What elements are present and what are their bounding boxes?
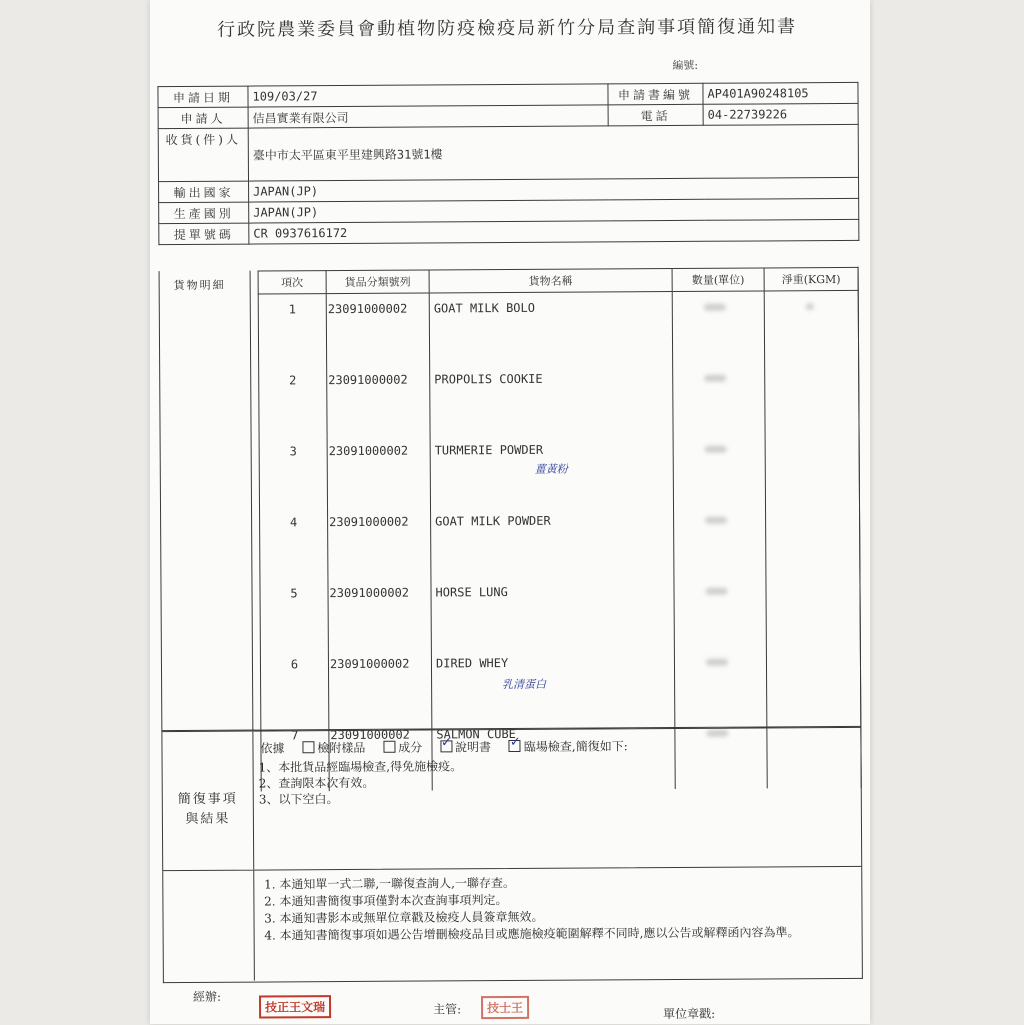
- item-name-cell: [430, 434, 673, 506]
- application-date: 109/03/27: [248, 84, 608, 107]
- item-name-cell: [431, 647, 674, 719]
- row-bill-no: [159, 219, 859, 244]
- item-name: HORSE LUNG: [431, 576, 674, 648]
- item-weight-empty: [766, 575, 860, 647]
- item-no: 7: [261, 720, 329, 791]
- row-consignee: [158, 124, 858, 181]
- reply-divider: [252, 732, 254, 870]
- note-item: 1. 本通知單一式二聯,一聯復查詢人,一聯存查。: [279, 873, 869, 894]
- goods-divider: [250, 271, 254, 731]
- basis-line: [260, 737, 627, 756]
- goods-section-label: 貨物明細: [173, 278, 226, 293]
- col-header-net-weight: 淨重(KGM): [764, 267, 858, 291]
- goods-section: [159, 267, 862, 743]
- item-name: SALMON CUBE: [432, 718, 675, 790]
- phone-label: 電話: [608, 104, 703, 126]
- phone: 04-22739226: [703, 103, 858, 125]
- table-row: [258, 290, 858, 365]
- option-ingredients-label: 成分: [398, 740, 423, 755]
- item-no: 6: [260, 649, 328, 720]
- item-code: 23091000002: [328, 648, 431, 720]
- item-no: 1: [258, 294, 326, 366]
- consignee-label: 收貨(件)人: [158, 128, 248, 182]
- application-date-label: 申請日期: [158, 86, 248, 108]
- reply-line: 2、查詢限本次有效。: [258, 775, 375, 791]
- item-code: 23091000002: [327, 364, 430, 436]
- notes-section: [162, 867, 863, 983]
- option-manual-label: 說明書: [454, 740, 492, 755]
- export-country-label: 輸出國家: [159, 181, 249, 203]
- reply-line: 3、以下空白。: [258, 792, 339, 807]
- item-no: 3: [259, 436, 327, 507]
- header-table: [157, 82, 859, 245]
- item-weight-empty: [766, 646, 860, 718]
- handler-label: 經辦:: [192, 989, 222, 1004]
- item-weight-empty: [765, 433, 859, 505]
- item-name: PROPOLIS COOKIE: [430, 363, 673, 435]
- notice-form: [157, 4, 863, 1022]
- bill-no-label: 提單號碼: [159, 223, 249, 245]
- reply-line: 1、本批貨品經臨場檢查,得免施檢疫。: [258, 759, 463, 775]
- col-header-item: 項次: [258, 271, 326, 294]
- notes-list: [259, 873, 869, 945]
- item-code: 23091000002: [328, 506, 431, 578]
- reply-lines: [259, 758, 463, 807]
- item-quantity-redacted: [674, 504, 766, 576]
- item-code: 23091000002: [329, 719, 432, 791]
- note-item: 2. 本通知書簡復事項僅對本次查詢事項判定。: [279, 890, 869, 911]
- unit-seal-label: 單位章戳:: [663, 1006, 716, 1022]
- goods-table: [258, 267, 862, 792]
- option-onsite-label: 臨場檢查,簡復如下:: [523, 739, 628, 754]
- item-code: 23091000002: [326, 293, 429, 365]
- supervisor-stamp: 技士王: [481, 996, 529, 1019]
- item-code: 23091000002: [328, 577, 431, 649]
- item-no: 5: [260, 578, 328, 649]
- checkbox-sample: [302, 741, 314, 753]
- origin-country: JAPAN(JP): [249, 198, 859, 223]
- col-header-quantity: 數量(單位): [672, 268, 764, 292]
- option-sample-label: 檢附樣品: [317, 740, 366, 756]
- checkbox-onsite: [509, 740, 521, 752]
- item-weight-empty: [765, 362, 859, 434]
- item-quantity-redacted: [674, 646, 766, 718]
- signature-footer: [163, 984, 863, 1022]
- note-item: 4. 本通知書簡復事項如遇公告增刪檢疫品目或應施檢疫範圍解釋不同時,應以公告或解釋函內容為準。: [280, 924, 870, 945]
- serial-number-label: 編號:: [672, 58, 699, 73]
- basis-label: 依據: [260, 741, 285, 756]
- table-row: [259, 433, 859, 508]
- notes-divider: [253, 871, 255, 981]
- item-code: 23091000002: [327, 435, 430, 507]
- reply-section: [161, 727, 862, 871]
- checkbox-ingredients: [383, 741, 395, 753]
- document-title: 行政院農業委員會動植物防疫檢疫局新竹分局查詢事項簡復通知書: [217, 16, 798, 41]
- handwritten-note: 乳清蛋白: [502, 677, 547, 692]
- supervisor-label: 主管:: [433, 1002, 462, 1017]
- item-name: TURMERIE POWDER: [434, 442, 544, 458]
- item-no: 4: [260, 507, 328, 578]
- bill-no: CR 0937616172: [249, 219, 859, 244]
- item-quantity-redacted: [674, 575, 766, 647]
- item-quantity-redacted: [673, 362, 765, 434]
- checkbox-manual: [440, 740, 452, 752]
- item-quantity-redacted: [672, 291, 764, 363]
- table-row: [260, 504, 860, 579]
- handler-stamp: 技正王文瑞: [259, 995, 331, 1018]
- applicant-label: 申請人: [158, 107, 248, 129]
- item-name: DIRED WHEY: [435, 656, 509, 671]
- origin-country-label: 生產國別: [159, 202, 249, 224]
- table-row: [260, 646, 860, 721]
- handwritten-note: 薑黃粉: [534, 462, 568, 476]
- item-name: GOAT MILK POWDER: [431, 505, 674, 577]
- table-row: [259, 362, 859, 437]
- item-quantity-redacted: [673, 433, 765, 505]
- consignee: 臺中市太平區東平里建興路31號1樓: [248, 124, 858, 181]
- item-name: GOAT MILK BOLO: [429, 292, 672, 365]
- export-country: JAPAN(JP): [249, 177, 859, 202]
- item-weight-empty: [766, 504, 860, 576]
- applicant: 佶昌實業有限公司: [248, 105, 608, 128]
- reply-section-label: 簡復事項與結果: [177, 791, 238, 827]
- item-no: 2: [259, 365, 327, 436]
- col-header-code: 貨品分類號列: [326, 270, 429, 294]
- note-item: 3. 本通知書影本或無單位章戳及檢疫人員簽章無效。: [279, 907, 869, 928]
- table-row: [260, 575, 860, 650]
- col-header-name: 貨物名稱: [429, 269, 672, 293]
- item-weight-redacted: [764, 290, 858, 362]
- application-no-label: 申請書編號: [608, 83, 703, 105]
- application-no: AP401A90248105: [703, 82, 858, 104]
